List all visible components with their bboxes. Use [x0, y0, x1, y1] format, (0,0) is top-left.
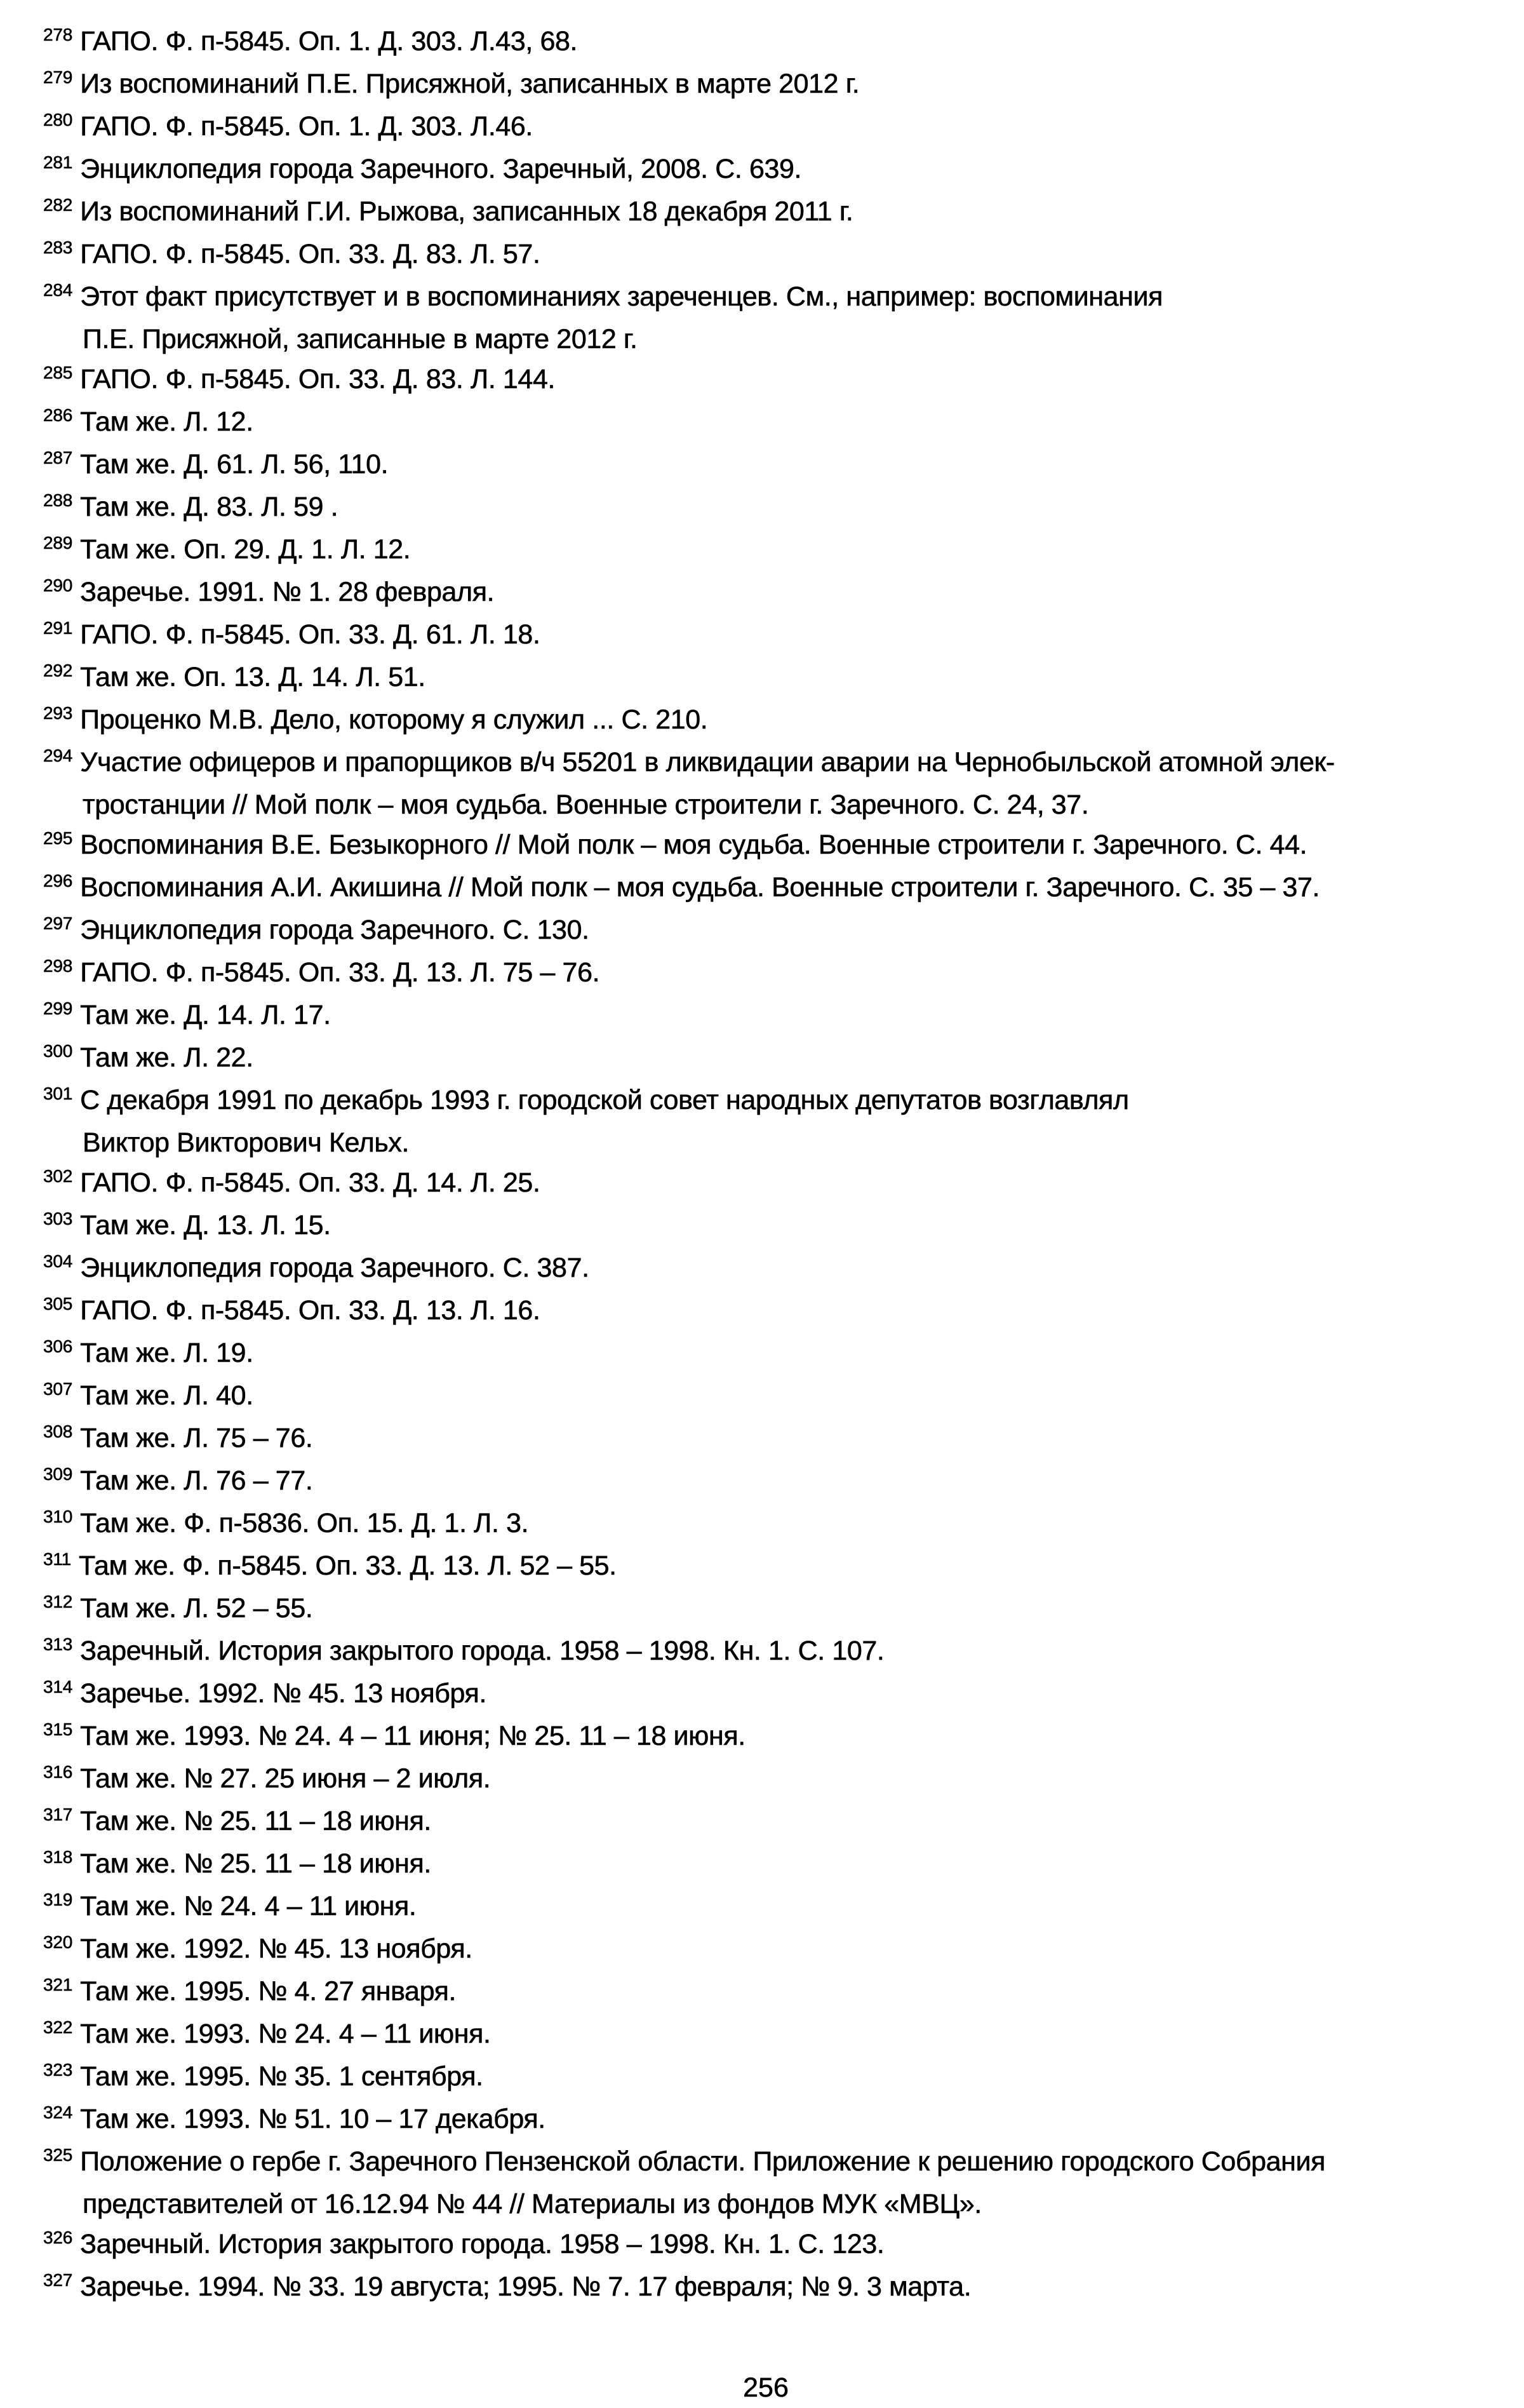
footnote-number: 316	[43, 1762, 73, 1782]
footnote-number: 311	[43, 1549, 72, 1569]
footnote-number: 320	[43, 1932, 73, 1952]
footnote-number: 298	[43, 956, 73, 976]
footnote-item	[43, 64, 1488, 107]
footnote-continuation-line	[43, 785, 1488, 825]
footnote-item	[43, 1461, 1488, 1503]
footnote-first-line	[43, 445, 1488, 487]
footnote-first-line	[43, 2224, 1488, 2267]
footnote-first-line	[43, 572, 1488, 615]
footnote-first-line	[43, 1376, 1488, 1418]
footnote-text: П.Е. Присяжной, записанные в марте 2012 г.	[83, 324, 638, 354]
footnote-first-line	[43, 1291, 1488, 1333]
footnote-item	[43, 360, 1488, 402]
footnote-number: 289	[43, 533, 73, 553]
footnote-first-line	[43, 1206, 1488, 1248]
footnote-item	[43, 1631, 1488, 1674]
footnote-first-line	[43, 995, 1488, 1038]
footnote-number: 301	[43, 1084, 73, 1103]
footnote-first-line	[43, 910, 1488, 953]
footnote-item	[43, 2057, 1488, 2099]
footnote-first-line	[43, 1589, 1488, 1631]
footnote-text: тростанции // Мой полк – моя судьба. Военные строители г. Заречного. С. 24, 37.	[83, 790, 1089, 820]
footnote-number: 313	[43, 1634, 73, 1654]
endnotes-list	[43, 22, 1488, 2310]
footnote-text: Воспоминания А.И. Акишина // Мой полк – моя судьба. Военные строители г. Заречного. С. 35 – 37.	[80, 872, 1320, 903]
footnote-text: Там же. Д. 14. Л. 17.	[80, 1000, 331, 1030]
footnote-first-line	[43, 487, 1488, 530]
footnote-text: Виктор Викторович Кельх.	[83, 1127, 410, 1158]
footnote-first-line	[43, 2267, 1488, 2310]
footnote-text: ГАПО. Ф. п-5845. Оп. 33. Д. 61. Л. 18.	[80, 619, 540, 650]
footnote-number: 299	[43, 999, 73, 1018]
footnote-number: 280	[43, 110, 73, 130]
footnote-first-line	[43, 1929, 1488, 1972]
footnote-text: Воспоминания В.Е. Безыкорного // Мой полк – моя судьба. Военные строители г. Заречного. С. 44.	[80, 830, 1307, 860]
footnote-text: Положение о гербе г. Заречного Пензенской области. Приложение к решению городского Собрания	[80, 2146, 1326, 2177]
footnote-first-line	[43, 192, 1488, 234]
footnote-number: 321	[43, 1975, 73, 1994]
footnote-number: 296	[43, 871, 73, 891]
footnote-first-line	[43, 1080, 1488, 1123]
footnote-text: Там же. 1995. № 4. 27 января.	[80, 1976, 457, 2007]
footnote-number: 310	[43, 1507, 73, 1526]
footnote-text: Там же. Л. 52 – 55.	[80, 1593, 313, 1624]
footnote-item	[43, 1248, 1488, 1291]
footnote-item	[43, 2267, 1488, 2310]
footnote-item	[43, 1759, 1488, 1801]
footnote-first-line	[43, 107, 1488, 149]
footnote-first-line	[43, 2057, 1488, 2099]
footnote-number: 304	[43, 1251, 73, 1271]
footnote-item	[43, 1038, 1488, 1080]
footnote-item	[43, 1206, 1488, 1248]
footnote-item	[43, 22, 1488, 64]
footnote-first-line	[43, 360, 1488, 402]
footnote-number: 283	[43, 238, 73, 257]
footnote-text: Там же. Л. 22.	[80, 1042, 253, 1073]
footnote-first-line	[43, 2142, 1488, 2184]
footnote-first-line	[43, 615, 1488, 657]
footnote-item	[43, 572, 1488, 615]
footnote-number: 281	[43, 152, 73, 172]
footnote-text: Там же. 1993. № 51. 10 – 17 декабря.	[80, 2104, 545, 2134]
footnote-number: 319	[43, 1890, 73, 1909]
footnote-first-line	[43, 953, 1488, 995]
footnote-text: Из воспоминаний Г.И. Рыжова, записанных 18 декабря 2011 г.	[80, 196, 853, 227]
footnote-item	[43, 615, 1488, 657]
footnote-first-line	[43, 1248, 1488, 1291]
footnote-item	[43, 657, 1488, 700]
footnote-text: Там же. Д. 13. Л. 15.	[80, 1210, 331, 1241]
footnote-item	[43, 1801, 1488, 1844]
footnote-text: ГАПО. Ф. п-5845. Оп. 33. Д. 13. Л. 75 – 76.	[80, 957, 600, 988]
footnote-item	[43, 868, 1488, 910]
footnote-text: С декабря 1991 по декабрь 1993 г. городской совет народных депутатов возглавлял	[80, 1085, 1129, 1115]
footnote-text: Там же. Д. 83. Л. 59 .	[80, 492, 338, 522]
footnote-text: Проценко М.В. Дело, которому я служил ... С. 210.	[80, 704, 708, 735]
footnote-text: Заречье. 1994. № 33. 19 августа; 1995. № 7. 17 февраля; № 9. 3 марта.	[80, 2271, 972, 2302]
footnote-first-line	[43, 1418, 1488, 1461]
footnote-text: Заречье. 1991. № 1. 28 февраля.	[80, 577, 495, 607]
footnote-item	[43, 530, 1488, 572]
footnote-continuation-line	[43, 1123, 1488, 1163]
footnote-item	[43, 1716, 1488, 1759]
footnote-number: 294	[43, 746, 73, 765]
footnote-first-line	[43, 743, 1488, 785]
footnote-text: ГАПО. Ф. п-5845. Оп. 1. Д. 303. Л.43, 68.	[80, 26, 578, 57]
footnote-first-line	[43, 657, 1488, 700]
footnote-text: представителей от 16.12.94 № 44 // Материалы из фондов МУК «МВЦ».	[83, 2189, 982, 2219]
footnote-number: 315	[43, 1719, 73, 1739]
footnote-number: 303	[43, 1209, 73, 1228]
footnote-number: 324	[43, 2102, 73, 2122]
footnote-item	[43, 1887, 1488, 1929]
footnote-text: Энциклопедия города Заречного. Заречный, 2008. С. 639.	[80, 154, 802, 184]
footnote-first-line	[43, 1163, 1488, 1206]
footnote-number: 279	[43, 67, 73, 87]
footnote-text: Заречный. История закрытого города. 1958 – 1998. Кн. 1. С. 123.	[80, 2229, 885, 2259]
footnote-item	[43, 700, 1488, 743]
footnote-text: Там же. Л. 40.	[80, 1380, 253, 1411]
footnote-item	[43, 1291, 1488, 1333]
footnote-item	[43, 234, 1488, 277]
footnote-item	[43, 2014, 1488, 2057]
footnote-item	[43, 953, 1488, 995]
footnote-number: 288	[43, 490, 73, 510]
footnote-number: 287	[43, 448, 73, 467]
footnote-number: 293	[43, 703, 73, 723]
footnote-number: 297	[43, 913, 73, 933]
footnote-number: 317	[43, 1805, 73, 1824]
footnote-text: Там же. Л. 12.	[80, 407, 253, 437]
footnote-text: ГАПО. Ф. п-5845. Оп. 1. Д. 303. Л.46.	[80, 111, 533, 142]
footnote-first-line	[43, 1333, 1488, 1376]
footnote-text: Там же. Л. 75 – 76.	[80, 1423, 313, 1453]
footnote-number: 306	[43, 1336, 73, 1356]
footnote-text: Участие офицеров и прапорщиков в/ч 55201 в ликвидации аварии на Чернобыльской атомной элек-	[80, 747, 1335, 777]
footnote-text: Заречье. 1992. № 45. 13 ноября.	[80, 1678, 486, 1709]
footnote-text: ГАПО. Ф. п-5845. Оп. 33. Д. 83. Л. 57.	[80, 239, 540, 269]
footnote-first-line	[43, 1038, 1488, 1080]
footnote-first-line	[43, 2014, 1488, 2057]
footnote-text: Там же. Оп. 13. Д. 14. Л. 51.	[80, 662, 425, 692]
footnote-item	[43, 445, 1488, 487]
footnote-text: Там же. Оп. 29. Д. 1. Л. 12.	[80, 534, 411, 565]
footnote-number: 285	[43, 363, 73, 382]
footnote-first-line	[43, 1546, 1488, 1589]
footnote-text: Энциклопедия города Заречного. С. 387.	[80, 1253, 589, 1283]
footnote-number: 323	[43, 2060, 73, 2080]
footnote-number: 282	[43, 195, 73, 215]
footnote-text: Из воспоминаний П.Е. Присяжной, записанных в марте 2012 г.	[80, 69, 860, 99]
footnote-item	[43, 1376, 1488, 1418]
footnote-number: 307	[43, 1379, 73, 1399]
footnote-item	[43, 2142, 1488, 2224]
footnote-item	[43, 825, 1488, 868]
footnote-text: Там же. Ф. п-5836. Оп. 15. Д. 1. Л. 3.	[80, 1508, 529, 1538]
footnote-number: 302	[43, 1166, 73, 1186]
footnote-text: Там же. 1992. № 45. 13 ноября.	[80, 1934, 472, 1964]
footnote-text: Там же. № 25. 11 – 18 июня.	[80, 1848, 431, 1879]
footnote-text: Там же. 1993. № 24. 4 – 11 июня; № 25. 11 – 18 июня.	[80, 1721, 745, 1751]
footnote-number: 308	[43, 1422, 73, 1441]
footnote-text: Там же. Л. 19.	[80, 1338, 253, 1368]
footnote-number: 326	[43, 2228, 73, 2247]
footnote-item	[43, 149, 1488, 192]
footnote-continuation-line	[43, 2184, 1488, 2224]
footnote-first-line	[43, 1887, 1488, 1929]
footnote-number: 291	[43, 618, 73, 638]
footnote-text: Там же. № 25. 11 – 18 июня.	[80, 1806, 431, 1836]
footnote-item	[43, 192, 1488, 234]
footnote-first-line	[43, 277, 1488, 319]
footnote-first-line	[43, 64, 1488, 107]
page-number: 256	[743, 2372, 789, 2403]
footnote-number: 295	[43, 828, 73, 848]
footnote-first-line	[43, 1503, 1488, 1546]
footnote-item	[43, 1589, 1488, 1631]
footnote-text: Там же. Д. 61. Л. 56, 110.	[80, 449, 389, 480]
footnote-number: 292	[43, 661, 73, 680]
footnote-number: 286	[43, 405, 73, 425]
footnote-first-line	[43, 1844, 1488, 1887]
footnote-item	[43, 402, 1488, 445]
footnote-first-line	[43, 149, 1488, 192]
footnote-item	[43, 1929, 1488, 1972]
footnote-item	[43, 1080, 1488, 1163]
footnote-text: ГАПО. Ф. п-5845. Оп. 33. Д. 13. Л. 16.	[80, 1295, 540, 1326]
footnote-first-line	[43, 1716, 1488, 1759]
footnote-text: Там же. Л. 76 – 77.	[80, 1465, 313, 1496]
footnote-first-line	[43, 1801, 1488, 1844]
footnote-first-line	[43, 825, 1488, 868]
footnote-first-line	[43, 530, 1488, 572]
footnote-item	[43, 995, 1488, 1038]
footnote-item	[43, 1972, 1488, 2014]
footnote-continuation-line	[43, 319, 1488, 360]
footnote-item	[43, 1674, 1488, 1716]
footnote-number: 325	[43, 2145, 73, 2165]
footnote-number: 314	[43, 1677, 73, 1697]
footnote-item	[43, 1844, 1488, 1887]
footnote-first-line	[43, 1631, 1488, 1674]
footnote-text: Там же. 1995. № 35. 1 сентября.	[80, 2061, 483, 2092]
footnote-item	[43, 2099, 1488, 2142]
footnote-item	[43, 1503, 1488, 1546]
footnote-first-line	[43, 22, 1488, 64]
footnote-item	[43, 107, 1488, 149]
footnote-text: Энциклопедия города Заречного. С. 130.	[80, 915, 589, 945]
footnote-text: Этот факт присутствует и в воспоминаниях зареченцев. См., например: воспоминания	[80, 281, 1163, 312]
footnote-first-line	[43, 234, 1488, 277]
footnote-number: 327	[43, 2270, 73, 2290]
footnote-number: 278	[43, 25, 73, 44]
footnote-first-line	[43, 402, 1488, 445]
footnote-item	[43, 2224, 1488, 2267]
footnote-number: 309	[43, 1464, 73, 1484]
footnote-first-line	[43, 1674, 1488, 1716]
footnote-first-line	[43, 1759, 1488, 1801]
footnote-item	[43, 1333, 1488, 1376]
footnote-number: 318	[43, 1847, 73, 1867]
footnote-number: 300	[43, 1041, 73, 1061]
footnote-number: 290	[43, 575, 73, 595]
footnote-number: 284	[43, 280, 73, 300]
footnote-number: 322	[43, 2017, 73, 2037]
footnote-first-line	[43, 2099, 1488, 2142]
footnote-first-line	[43, 700, 1488, 743]
footnote-text: ГАПО. Ф. п-5845. Оп. 33. Д. 83. Л. 144.	[80, 364, 556, 394]
footnote-item	[43, 910, 1488, 953]
footnote-item	[43, 1163, 1488, 1206]
footnote-item	[43, 1546, 1488, 1589]
footnote-text: Там же. Ф. п-5845. Оп. 33. Д. 13. Л. 52 – 55.	[79, 1550, 617, 1581]
footnote-text: Там же. № 27. 25 июня – 2 июля.	[80, 1763, 491, 1794]
footnote-text: Там же. № 24. 4 – 11 июня.	[80, 1891, 417, 1921]
footnote-text: Заречный. История закрытого города. 1958 – 1998. Кн. 1. С. 107.	[80, 1636, 885, 1666]
footnote-number: 312	[43, 1592, 73, 1611]
footnote-item	[43, 743, 1488, 825]
footnote-number: 305	[43, 1294, 73, 1314]
footnote-item	[43, 487, 1488, 530]
footnote-item	[43, 277, 1488, 360]
footnote-first-line	[43, 868, 1488, 910]
footnote-first-line	[43, 1972, 1488, 2014]
footnote-item	[43, 1418, 1488, 1461]
footnote-text: ГАПО. Ф. п-5845. Оп. 33. Д. 14. Л. 25.	[80, 1167, 540, 1198]
footnote-text: Там же. 1993. № 24. 4 – 11 июня.	[80, 2019, 491, 2049]
footnote-first-line	[43, 1461, 1488, 1503]
